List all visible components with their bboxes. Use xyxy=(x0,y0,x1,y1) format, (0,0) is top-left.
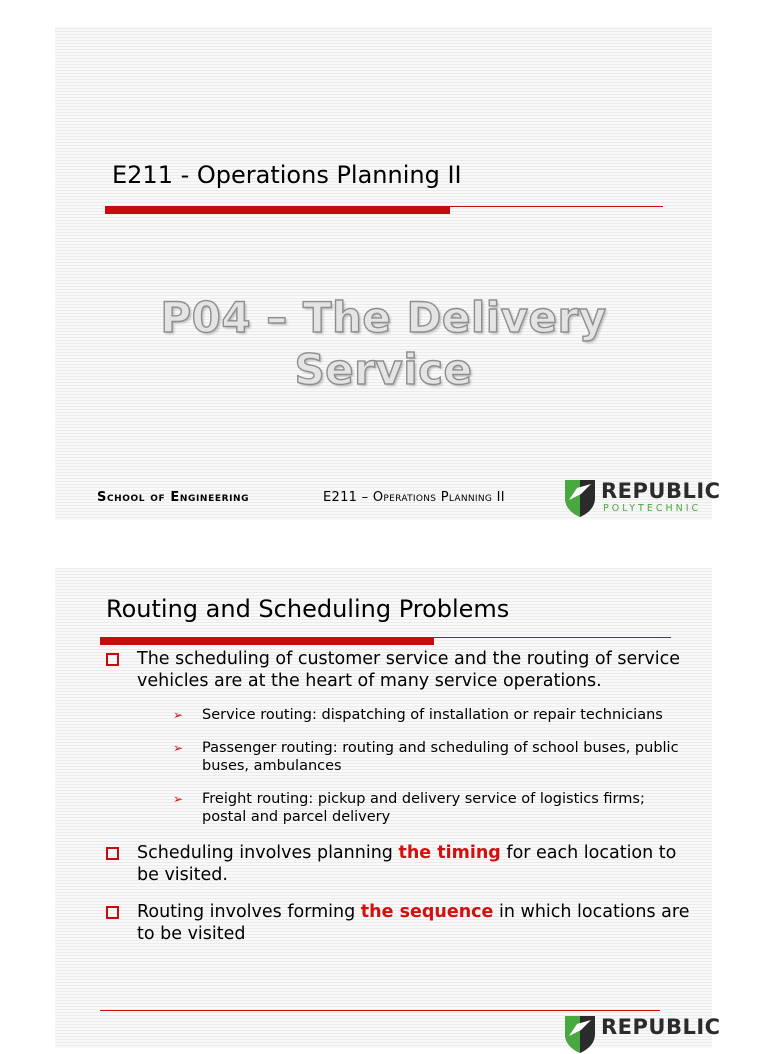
shield-logo-icon xyxy=(563,1014,597,1054)
logo-wordmark: REPUBLIC xyxy=(601,479,721,503)
sub-bullet-list xyxy=(137,706,693,826)
republic-polytechnic-logo xyxy=(563,1014,721,1054)
bullet-text-pre: Scheduling involves planning xyxy=(137,843,399,863)
bullet-highlight: the sequence xyxy=(360,902,494,922)
logo-subtitle: POLYTECHNIC xyxy=(603,503,702,514)
sub-bullet-item xyxy=(137,790,693,826)
content-slide xyxy=(55,568,721,1048)
slide-title: Routing and Scheduling Problems xyxy=(106,595,510,623)
bullet-text-post: in which locations are to be visited xyxy=(137,902,690,944)
bullet-item xyxy=(103,842,693,886)
bullet-item xyxy=(103,648,693,826)
hollow-square-bullet-icon xyxy=(106,906,119,919)
sub-bullet-item xyxy=(137,739,693,775)
hollow-square-bullet-icon xyxy=(106,653,119,666)
bullet-text-pre: Routing involves forming xyxy=(137,902,361,922)
title-slide xyxy=(55,26,721,520)
footer-school: School of Engineering xyxy=(97,490,250,505)
bullet-list xyxy=(103,648,693,945)
footer-course: E211 – Operations Planning II xyxy=(323,490,505,505)
footer-rule xyxy=(100,1010,660,1011)
arrowhead-bullet-icon: ➢ xyxy=(173,708,184,722)
bullet-highlight: the timing xyxy=(398,843,501,863)
logo-wordmark: REPUBLIC xyxy=(601,1015,721,1039)
course-title: E211 - Operations Planning II xyxy=(112,161,462,189)
title-rule-thick xyxy=(105,206,450,214)
sub-bullet-text: Service routing: dispatching of installation or repair technicians xyxy=(202,707,663,723)
main-title-line-2: Service xyxy=(294,345,473,394)
sub-bullet-text: Passenger routing: routing and scheduling of school buses, public buses, ambulances xyxy=(202,740,679,774)
main-title xyxy=(55,292,712,396)
sub-bullet-item xyxy=(137,706,693,724)
title-rule-thin xyxy=(450,206,663,207)
sub-bullet-text: Freight routing: pickup and delivery service of logistics firms; postal and parcel delivery xyxy=(202,791,645,825)
bullet-text: The scheduling of customer service and the routing of service vehicles are at the heart of many service operations. xyxy=(137,649,681,691)
arrowhead-bullet-icon: ➢ xyxy=(173,741,184,755)
hollow-square-bullet-icon xyxy=(106,847,119,860)
bullet-item xyxy=(103,901,693,945)
bullet-text-post: for each location to be visited. xyxy=(137,843,677,885)
main-title-line-1: P04 – The Delivery xyxy=(160,293,607,342)
republic-polytechnic-logo xyxy=(563,478,721,518)
shield-logo-icon xyxy=(563,478,597,518)
slide-rule-thin xyxy=(434,637,671,638)
slide-rule-thick xyxy=(100,637,434,645)
arrowhead-bullet-icon: ➢ xyxy=(173,792,184,806)
